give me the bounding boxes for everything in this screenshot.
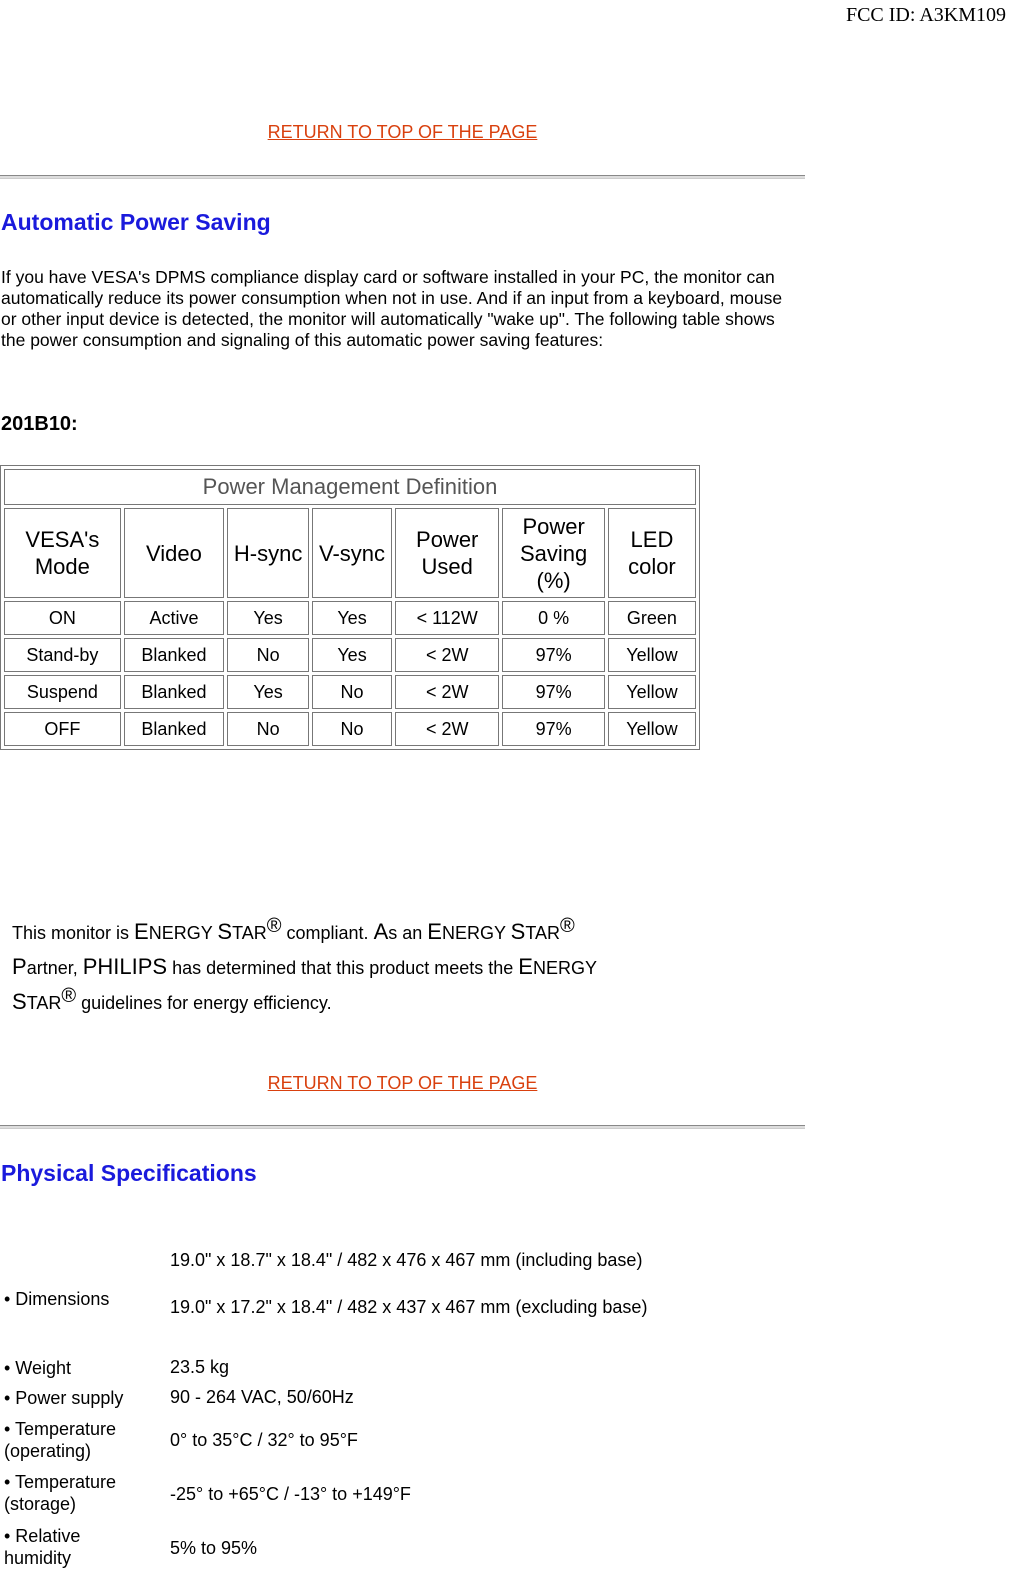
spec-label-power: • Power supply [4, 1388, 124, 1408]
table-row [4, 675, 696, 709]
header-vesa-mode: VESA's Mode [4, 508, 121, 598]
spec-value-temp-operating: 0° to 35°C / 32° to 95°F [170, 1430, 358, 1450]
spec-label-dimensions: • Dimensions [4, 1289, 110, 1309]
power-saving-paragraph: If you have VESA's DPMS compliance display card or software installed in your PC, the monitor can automatically reduce its power consumption when not in use. And if an input from a keyboard, mouse or other input device is detected, the monitor will automatically "wake up". The following table shows the power consumption and signaling of this automatic power saving features: [1, 267, 783, 350]
cell: Blanked [124, 638, 224, 672]
spec-value-humidity: 5% to 95% [170, 1538, 258, 1558]
return-to-top-link[interactable]: RETURN TO TOP OF THE PAGE [267, 122, 538, 142]
header-video: Video [124, 508, 224, 598]
cell: Yellow [608, 712, 696, 746]
cell: No [312, 712, 392, 746]
return-to-top-link[interactable]: RETURN TO TOP OF THE PAGE [267, 1073, 538, 1093]
table-header-row [4, 508, 696, 598]
fcc-id: FCC ID: A3KM109 [845, 4, 1006, 26]
cell: Stand-by [4, 638, 121, 672]
cell: Blanked [124, 712, 224, 746]
spec-label-weight: • Weight [4, 1358, 71, 1378]
cell: OFF [4, 712, 121, 746]
spec-value-dimensions-excl: 19.0" x 17.2" x 18.4" / 482 x 437 x 467 mm (excluding base) [170, 1297, 648, 1317]
cell: 97% [502, 675, 604, 709]
cell: 0 % [502, 601, 604, 635]
cell: Active [124, 601, 224, 635]
cell: Suspend [4, 675, 121, 709]
cell: No [227, 638, 309, 672]
header-power-used: Power Used [395, 508, 499, 598]
cell: No [312, 675, 392, 709]
spec-value-weight: 23.5 kg [170, 1357, 230, 1377]
spec-value-power: 90 - 264 VAC, 50/60Hz [170, 1387, 354, 1407]
spec-label-humidity: • Relative humidity [4, 1526, 81, 1568]
header-power-saving: Power Saving (%) [502, 508, 604, 598]
cell: 97% [502, 638, 604, 672]
cell: ON [4, 601, 121, 635]
cell: < 2W [395, 638, 499, 672]
header-hsync: H-sync [227, 508, 309, 598]
cell: Yellow [608, 675, 696, 709]
cell: Yes [312, 638, 392, 672]
spec-value-dimensions-incl: 19.0" x 18.7" x 18.4" / 482 x 476 x 467 mm (including base) [170, 1250, 643, 1270]
return-to-top-container [0, 122, 805, 143]
spec-label-temp-operating: • Temperature (operating) [4, 1419, 117, 1461]
cell: Yes [227, 675, 309, 709]
table-row [4, 638, 696, 672]
cell: No [227, 712, 309, 746]
cell: Yes [312, 601, 392, 635]
power-management-table [0, 465, 700, 750]
divider [0, 1125, 805, 1129]
cell: Yes [227, 601, 309, 635]
divider [0, 175, 805, 179]
table-title: Power Management Definition [4, 469, 696, 505]
header-led-color: LED color [608, 508, 696, 598]
cell: < 112W [395, 601, 499, 635]
spec-value-temp-storage: -25° to +65°C / -13° to +149°F [170, 1484, 411, 1504]
return-to-top-container [0, 1073, 805, 1094]
header-vsync: V-sync [312, 508, 392, 598]
section-title-power-saving: Automatic Power Saving [1, 209, 271, 235]
table-row [4, 601, 696, 635]
cell: Blanked [124, 675, 224, 709]
spec-label-temp-storage: • Temperature (storage) [4, 1472, 117, 1514]
cell: Green [608, 601, 696, 635]
table-row [4, 712, 696, 746]
cell: < 2W [395, 675, 499, 709]
cell: Yellow [608, 638, 696, 672]
cell: 97% [502, 712, 604, 746]
brand-name: PHILIPS [82, 954, 168, 979]
cell: < 2W [395, 712, 499, 746]
model-heading: 201B10: [1, 413, 78, 435]
energy-star-statement: This monitor is ENERGY STAR® compliant. As an ENERGY STAR® Partner, PHILIPS has determined that this product meets the ENERGY STAR® guidelines for energy efficiency. [12, 915, 597, 1014]
section-title-physical-specs: Physical Specifications [1, 1160, 257, 1186]
